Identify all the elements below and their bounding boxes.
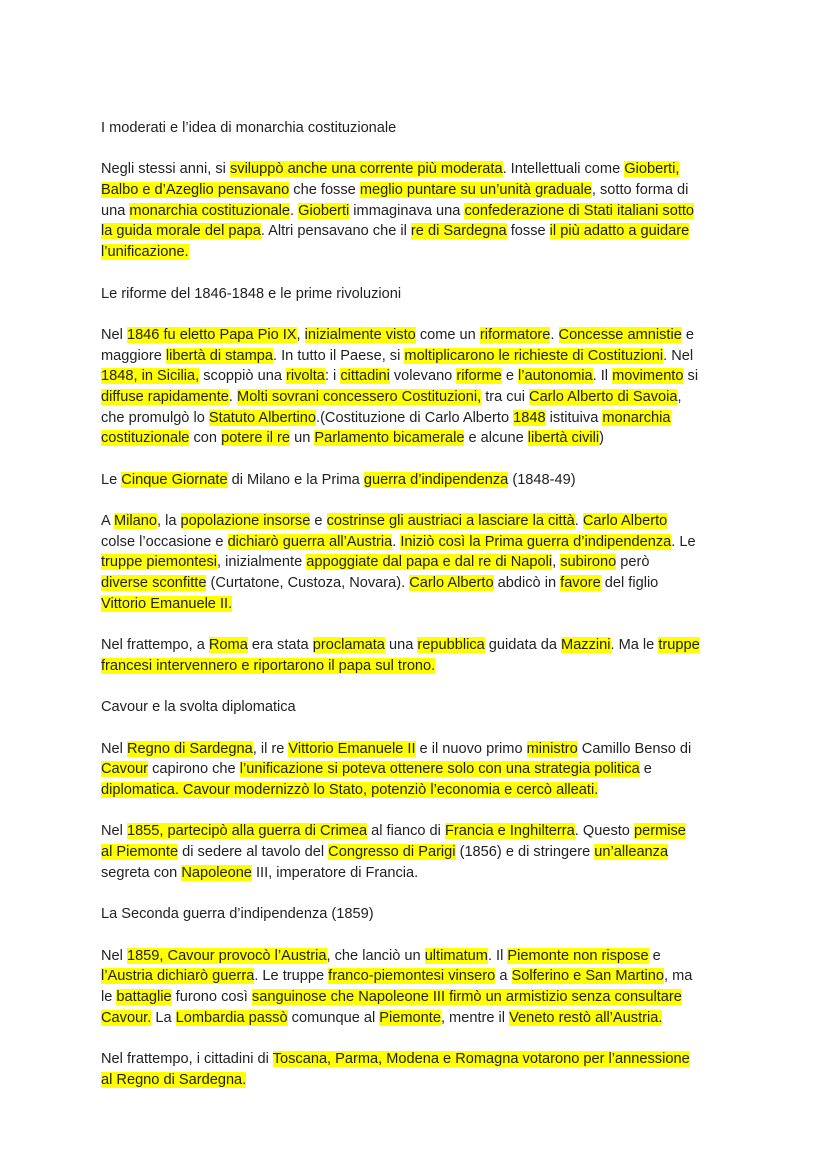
text-run: . In tutto il Paese, si	[272, 347, 405, 364]
text-line	[101, 904, 761, 925]
highlighted-text: sanguinose che Napoleone III firmò un armistizio senza consultare	[251, 988, 682, 1005]
text-run: furono così	[171, 988, 252, 1005]
highlighted-text: Veneto restò all’Austria.	[509, 1009, 663, 1026]
text-line	[101, 759, 761, 780]
text-line	[101, 408, 761, 429]
text-run: , ma	[664, 968, 693, 985]
paragraph-spacer	[101, 449, 761, 470]
highlighted-text: Congresso di Parigi	[328, 844, 456, 861]
text-run: una	[384, 637, 418, 654]
text-run: Nel frattempo, a	[101, 637, 209, 654]
text-run: ,	[677, 388, 682, 405]
highlighted-text: 1848	[513, 409, 546, 426]
text-run: abdicò in	[493, 575, 561, 592]
text-run: , la	[156, 513, 181, 530]
paragraph-spacer	[101, 615, 761, 636]
text-run: era stata	[247, 637, 313, 654]
highlighted-text: dichiarò guerra all’Austria	[227, 533, 393, 550]
text-run: . Le	[671, 533, 696, 550]
highlighted-text: Balbo e d’Azeglio pensavano	[101, 182, 290, 199]
text-run: Nel	[101, 740, 127, 757]
highlighted-text: libertà civili	[527, 430, 600, 447]
highlighted-text: Cavour	[101, 761, 149, 778]
text-run: e	[648, 947, 661, 964]
text-line	[101, 656, 761, 677]
text-run: .	[290, 202, 299, 219]
text-line	[101, 532, 761, 553]
text-run: che promulgò lo	[101, 409, 209, 426]
highlighted-text: Toscana, Parma, Modena e Romagna votarono per l’annessione	[272, 1050, 690, 1067]
text-line	[101, 346, 761, 367]
text-run: fosse	[506, 223, 550, 240]
paragraph	[101, 159, 761, 262]
highlighted-text: al Regno di Sardegna.	[101, 1071, 247, 1088]
highlighted-text: la guida morale del papa	[101, 223, 261, 240]
text-run: Le	[101, 471, 122, 488]
text-run: . Questo	[574, 823, 634, 840]
text-line	[101, 511, 761, 532]
highlighted-text: francesi intervennero e riportarono il papa sul trono.	[101, 657, 436, 674]
text-run: La	[151, 1009, 176, 1026]
highlighted-text: sviluppò anche una corrente più moderata	[229, 161, 503, 178]
text-run: . Il	[592, 368, 613, 385]
highlighted-text: ministro	[526, 740, 578, 757]
text-line	[101, 573, 761, 594]
text-line	[101, 966, 761, 987]
highlighted-text: subirono	[560, 554, 617, 571]
section-heading	[101, 284, 761, 305]
highlighted-text: 1846 fu eletto Papa Pio IX	[126, 326, 297, 343]
highlighted-text: diplomatica. Cavour modernizzò lo Stato, potenziò l’economia e cercò alleati.	[101, 782, 599, 798]
text-run: .(Costituzione di Carlo Alberto	[316, 409, 514, 426]
section-heading	[101, 470, 761, 491]
text-run: al fianco di	[367, 823, 445, 840]
text-run: a	[495, 968, 512, 985]
text-line	[101, 594, 761, 615]
text-run: Nel	[101, 823, 127, 840]
text-line	[101, 201, 761, 222]
text-line	[101, 1008, 761, 1029]
text-line	[101, 842, 761, 863]
document-page	[101, 118, 761, 1090]
highlighted-text: cittadini	[340, 368, 390, 385]
text-run: istituiva	[545, 409, 603, 426]
highlighted-text: il più adatto a guidare	[549, 223, 690, 240]
text-run: (1848-49)	[508, 471, 576, 488]
text-run: Nel frattempo, i cittadini di	[101, 1050, 273, 1067]
text-run: .	[392, 533, 401, 550]
text-run: tra cui	[481, 388, 530, 405]
highlighted-text: Vittorio Emanuele II	[288, 740, 416, 757]
highlighted-text: re di Sardegna	[410, 223, 507, 240]
text-run: di Milano e la Prima	[227, 471, 364, 488]
highlighted-text: Regno di Sardegna	[126, 740, 253, 757]
highlighted-text: monarchia costituzionale	[129, 202, 291, 219]
highlighted-text: confederazione di Stati italiani sotto	[464, 202, 695, 219]
highlighted-text: Carlo Alberto	[582, 513, 668, 530]
text-run: (1856) e di stringere	[455, 844, 595, 861]
section-heading	[101, 697, 761, 718]
text-line	[101, 387, 761, 408]
highlighted-text: libertà di stampa	[165, 347, 273, 364]
text-run: Camillo Benso di	[577, 740, 692, 757]
highlighted-text: Carlo Alberto	[409, 575, 494, 592]
paragraph	[101, 739, 761, 801]
text-line	[101, 1070, 761, 1091]
text-line	[101, 428, 761, 449]
text-run: III, imperatore di Francia.	[251, 864, 419, 881]
text-run: . Altri pensavano che il	[260, 223, 411, 240]
text-run: del figlio	[600, 575, 659, 592]
text-run: e alcune	[464, 430, 528, 447]
text-run: ,	[552, 554, 561, 571]
text-line	[101, 470, 761, 491]
text-line	[101, 552, 761, 573]
text-line	[101, 325, 761, 346]
highlighted-text: riforme	[456, 368, 502, 385]
highlighted-text: costrinse gli austriaci a lasciare la città	[326, 513, 575, 530]
text-run: si	[683, 368, 699, 385]
text-run: scoppiò una	[199, 368, 286, 385]
highlighted-text: ultimatum	[424, 947, 488, 964]
text-line	[101, 242, 761, 263]
paragraph	[101, 1049, 761, 1090]
highlighted-text: Francia e Inghilterra	[444, 823, 575, 840]
text-run: e	[681, 326, 694, 343]
text-line	[101, 739, 761, 760]
paragraph	[101, 325, 761, 449]
highlighted-text: al Piemonte	[101, 844, 179, 861]
highlighted-text: 1859, Cavour provocò l’Austria	[126, 947, 327, 964]
highlighted-text: franco-piemontesi vinsero	[328, 968, 496, 985]
text-run: .	[550, 326, 559, 343]
highlighted-text: diffuse rapidamente	[101, 388, 229, 405]
text-line	[101, 159, 761, 180]
text-run: però	[616, 554, 650, 571]
text-run: capirono che	[148, 761, 240, 778]
highlighted-text: Cinque Giornate	[121, 471, 228, 488]
highlighted-text: 1848, in Sicilia,	[101, 368, 200, 385]
highlighted-text: l’unificazione.	[101, 244, 189, 261]
text-run: guidata da	[484, 637, 562, 654]
highlighted-text: monarchia	[602, 409, 671, 426]
highlighted-text: un’alleanza	[594, 844, 669, 861]
text-run: La Seconda guerra d’indipendenza (1859)	[101, 906, 374, 923]
text-line	[101, 118, 761, 139]
highlighted-text: moltiplicarono le richieste di Costituzioni	[404, 347, 664, 364]
highlighted-text: movimento	[612, 368, 684, 385]
text-run: .	[228, 388, 238, 405]
text-run: che fosse	[289, 182, 360, 199]
text-run: un	[290, 430, 315, 447]
text-line	[101, 1049, 761, 1070]
text-line	[101, 946, 761, 967]
text-run: . Intellettuali come	[502, 161, 625, 178]
highlighted-text: 1855, partecipò alla guerra di Crimea	[126, 823, 368, 840]
highlighted-text: proclamata	[312, 637, 385, 654]
text-run: comunque al	[287, 1009, 380, 1026]
highlighted-text: Gioberti,	[624, 161, 680, 178]
text-run: : i	[324, 368, 341, 385]
highlighted-text: permise	[633, 823, 686, 840]
text-run: . Ma le	[610, 637, 659, 654]
text-run: volevano	[389, 368, 457, 385]
highlighted-text: Concesse amnistie	[558, 326, 682, 343]
section-heading	[101, 904, 761, 925]
highlighted-text: l’autonomia	[518, 368, 593, 385]
highlighted-text: riformatore	[479, 326, 551, 343]
highlighted-text: potere il re	[221, 430, 291, 447]
highlighted-text: l’unificazione si poteva ottenere solo con una strategia politica	[239, 761, 640, 778]
highlighted-text: Milano	[113, 513, 157, 530]
text-run: , inizialmente	[217, 554, 307, 571]
text-run: con	[189, 430, 222, 447]
text-run: e	[501, 368, 518, 385]
text-line	[101, 697, 761, 718]
text-line	[101, 284, 761, 305]
text-run: le	[101, 988, 117, 1005]
section-heading	[101, 118, 761, 139]
highlighted-text: Gioberti	[298, 202, 350, 219]
text-run: )	[599, 430, 604, 447]
text-run: segreta con	[101, 864, 182, 881]
text-line	[101, 635, 761, 656]
text-run: maggiore	[101, 347, 166, 364]
paragraph-spacer	[101, 490, 761, 511]
text-run: Le riforme del 1846-1848 e le prime rivoluzioni	[101, 285, 402, 302]
paragraph-spacer	[101, 1028, 761, 1049]
highlighted-text: truppe piemontesi	[101, 554, 218, 571]
highlighted-text: meglio puntare su un’unità graduale	[359, 182, 592, 199]
paragraph-spacer	[101, 304, 761, 325]
highlighted-text: battaglie	[116, 988, 172, 1005]
highlighted-text: Statuto Albertino	[208, 409, 317, 426]
text-run: una	[101, 202, 130, 219]
text-run: . Nel	[663, 347, 694, 364]
paragraph-spacer	[101, 139, 761, 160]
text-run: Negli stessi anni, si	[101, 161, 230, 178]
text-run: Cavour e la svolta diplomatica	[101, 699, 296, 716]
text-run: e il nuovo primo	[415, 740, 527, 757]
paragraph-spacer	[101, 925, 761, 946]
highlighted-text: truppe	[658, 637, 700, 654]
highlighted-text: Cavour.	[101, 1009, 152, 1026]
text-line	[101, 987, 761, 1008]
text-line	[101, 180, 761, 201]
highlighted-text: Carlo Alberto di Savoia	[529, 388, 678, 405]
text-run: I moderati e l’idea di monarchia costituzionale	[101, 120, 397, 136]
highlighted-text: Roma	[208, 637, 248, 654]
highlighted-text: popolazione insorse	[180, 513, 311, 530]
highlighted-text: costituzionale	[101, 430, 190, 447]
text-run: (Curtatone, Custoza, Novara).	[206, 575, 410, 592]
highlighted-text: diverse sconfitte	[101, 575, 207, 592]
highlighted-text: repubblica	[417, 637, 485, 654]
text-run: Nel	[101, 326, 127, 343]
text-line	[101, 821, 761, 842]
paragraph-spacer	[101, 677, 761, 698]
paragraph	[101, 635, 761, 676]
text-line	[101, 221, 761, 242]
highlighted-text: Vittorio Emanuele II.	[101, 595, 233, 612]
highlighted-text: l’Austria dichiarò guerra	[101, 968, 255, 985]
text-line	[101, 863, 761, 884]
highlighted-text: Napoleone	[181, 864, 252, 881]
highlighted-text: appoggiate dal papa e dal re di Napoli	[306, 554, 553, 571]
text-line	[101, 366, 761, 387]
text-run: di sedere al tavolo del	[178, 844, 329, 861]
text-run: , sotto forma di	[591, 182, 689, 199]
highlighted-text: Iniziò così la Prima guerra d’indipendenza	[400, 533, 672, 550]
highlighted-text: inizialmente visto	[304, 326, 416, 343]
highlighted-text: Piemonte non rispose	[507, 947, 649, 964]
paragraph	[101, 946, 761, 1029]
highlighted-text: Molti sovrani concessero Costituzioni,	[237, 388, 482, 405]
highlighted-text: Piemonte	[379, 1009, 441, 1026]
paragraph	[101, 511, 761, 614]
text-run: , mentre il	[440, 1009, 510, 1026]
paragraph-spacer	[101, 883, 761, 904]
paragraph-spacer	[101, 263, 761, 284]
highlighted-text: Mazzini	[561, 637, 611, 654]
highlighted-text: guerra d’indipendenza	[363, 471, 509, 488]
text-run: , che lanciò un	[326, 947, 425, 964]
highlighted-text: Lombardia passò	[175, 1009, 288, 1026]
text-run: . Il	[487, 947, 508, 964]
highlighted-text: Parlamento bicamerale	[314, 430, 465, 447]
highlighted-text: Solferino e San Martino	[511, 968, 665, 985]
paragraph-spacer	[101, 718, 761, 739]
text-run: e	[310, 513, 327, 530]
highlighted-text: rivolta	[286, 368, 325, 385]
text-line	[101, 780, 761, 801]
text-run: e	[639, 761, 652, 778]
text-run: A	[101, 513, 114, 530]
text-run: immaginava una	[349, 202, 465, 219]
text-run: ,	[296, 326, 305, 343]
highlighted-text: favore	[560, 575, 601, 592]
text-run: , il re	[252, 740, 289, 757]
paragraph	[101, 821, 761, 883]
text-run: .	[574, 513, 583, 530]
text-run: Nel	[101, 947, 127, 964]
paragraph-spacer	[101, 801, 761, 822]
text-run: colse l’occasione e	[101, 533, 228, 550]
text-run: . Le truppe	[254, 968, 329, 985]
text-run: come un	[415, 326, 480, 343]
